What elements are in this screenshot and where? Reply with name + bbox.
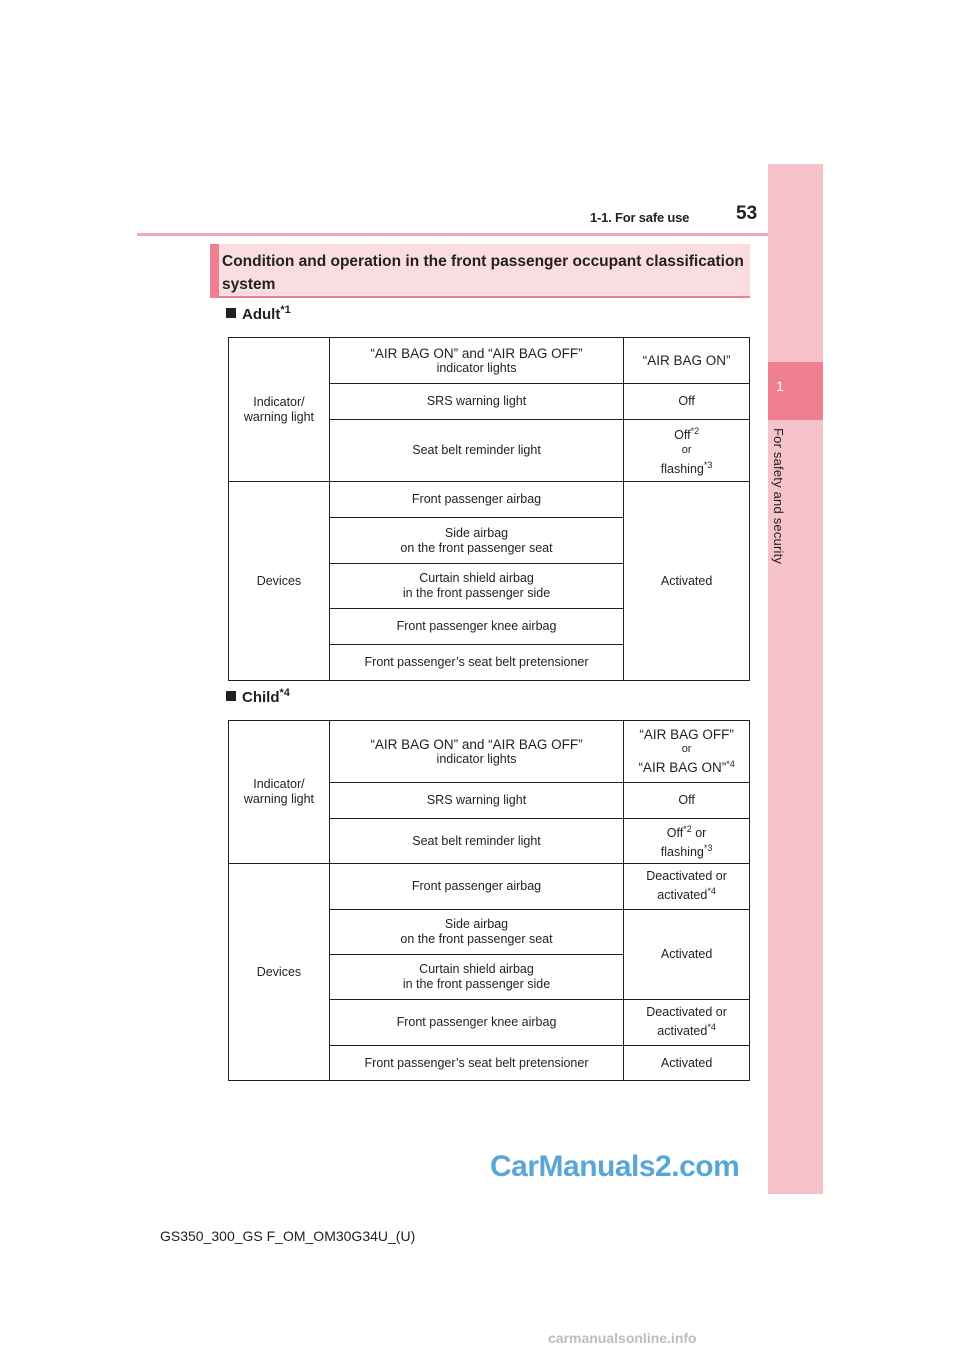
device-cell: Curtain shield airbag in the front passenger side (329, 955, 623, 1000)
watermark-url: carmanualsonline.info (548, 1330, 697, 1346)
device-cell: Front passenger knee airbag (329, 1000, 623, 1046)
srs-label-cell: SRS warning light (329, 384, 623, 420)
table-row (229, 338, 750, 384)
page-number: 53 (736, 203, 758, 224)
device-cell: Front passenger’s seat belt pretensioner (329, 1046, 623, 1081)
seatbelt-label-cell: Seat belt reminder light (329, 819, 623, 864)
indicator-lights-cell: “AIR BAG ON” and “AIR BAG OFF” indicator lights (329, 721, 623, 783)
devices-label-cell: Devices (229, 482, 330, 681)
chapter-side-band (768, 164, 823, 1194)
section-heading: Condition and operation in the front passenger occupant classification system (222, 253, 744, 293)
table-row (229, 482, 750, 518)
indicator-label-cell: Indicator/ warning light (229, 721, 330, 864)
chapter-number: 1 (776, 378, 784, 394)
indicator-lights-value: “AIR BAG ON” (624, 338, 750, 384)
device-cell: Front passenger airbag (329, 864, 623, 910)
device-value-cell: Activated (624, 910, 750, 1000)
device-value-cell: Activated (624, 1046, 750, 1081)
device-cell: Front passenger knee airbag (329, 609, 623, 645)
bullet-square-icon (226, 691, 236, 701)
child-heading: Child$^{*4}$ (226, 687, 290, 706)
adult-table (228, 337, 750, 681)
table-row (229, 721, 750, 783)
seatbelt-label-cell: Seat belt reminder light (329, 420, 623, 482)
table-row (229, 864, 750, 910)
indicator-lights-value: “AIR BAG OFF” or “AIR BAG ON”$^{*4}$ (624, 721, 750, 783)
header-section-title: 1-1. For safe use (590, 210, 690, 225)
adult-heading: Adult$^{*1}$ (226, 304, 291, 323)
devices-label-cell: Devices (229, 864, 330, 1081)
device-cell: Side airbag on the front passenger seat (329, 910, 623, 955)
device-cell: Front passenger’s seat belt pretensioner (329, 645, 623, 681)
indicator-lights-cell: “AIR BAG ON” and “AIR BAG OFF” indicator lights (329, 338, 623, 384)
device-cell: Curtain shield airbag in the front passenger side (329, 564, 623, 609)
seatbelt-value-cell: Off$^{*2}$ or flashing$^{*3}$ (624, 819, 750, 864)
indicator-label-cell: Indicator/ warning light (229, 338, 330, 482)
srs-value-cell: Off (624, 384, 750, 420)
child-table (228, 720, 750, 1081)
bullet-square-icon (226, 308, 236, 318)
header-rule (137, 233, 823, 236)
devices-value-cell: Activated (624, 482, 750, 681)
watermark-logo: CarManuals2.com (490, 1150, 740, 1183)
seatbelt-value-cell: Off$^{*2}$ or flashing$^{*3}$ (624, 420, 750, 482)
chapter-title: For safety and security (771, 428, 786, 565)
srs-value-cell: Off (624, 783, 750, 819)
device-value-cell: Deactivated or activated$^{*4}$ (624, 1000, 750, 1046)
device-value-cell: Deactivated or activated$^{*4}$ (624, 864, 750, 910)
device-cell: Front passenger airbag (329, 482, 623, 518)
device-cell: Side airbag on the front passenger seat (329, 518, 623, 564)
srs-label-cell: SRS warning light (329, 783, 623, 819)
footer-document-code: GS350_300_GS F_OM_OM30G34U_(U) (160, 1228, 416, 1244)
